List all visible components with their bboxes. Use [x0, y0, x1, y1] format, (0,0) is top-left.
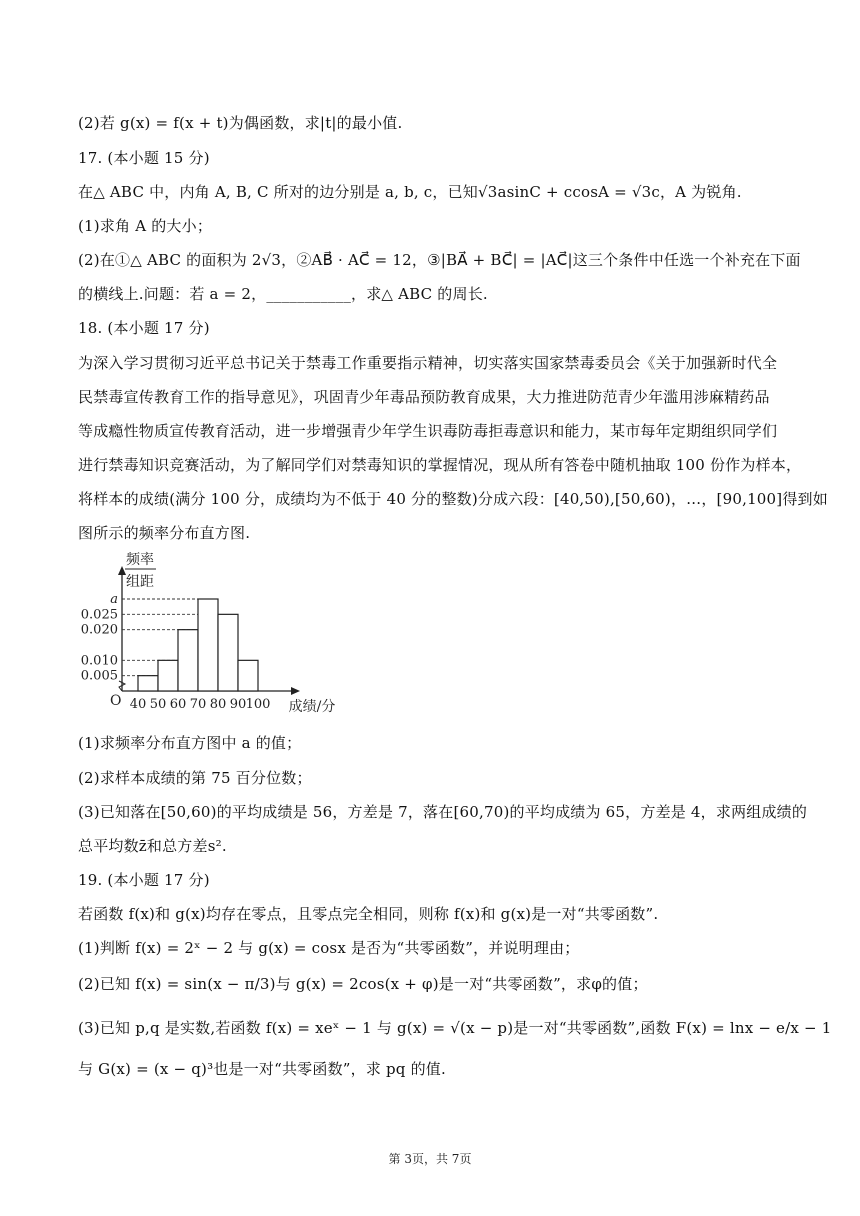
x-tick-label: 50 [149, 697, 167, 712]
q18-stem-line6: 图所示的频率分布直方图. [78, 524, 251, 542]
histogram-bar-5 [218, 614, 238, 691]
q19-part2: (2)已知 f(x) = sin(x − π/3)与 g(x) = 2cos(x + φ)是一对“共零函数”，求φ的值； [78, 975, 648, 993]
y-tick-label: 0.025 [80, 607, 118, 623]
q17-part2-line1: (2)在①△ ABC 的面积为 2√3，②AB⃗ · AC⃗ = 12，③|BA⃗ + BC⃗| = |AC⃗|这三个条件中任选一个补充在下面 [78, 251, 801, 269]
q18-part1: (1)求频率分布直方图中 a 的值； [78, 734, 302, 752]
q18-part3-line1: (3)已知落在[50,60)的平均成绩是 56，方差是 7，落在[60,70)的平均成绩为 65，方差是 4，求两组成绩的 [78, 803, 808, 821]
q18-stem-line4: 进行禁毒知识竞赛活动，为了解同学们对禁毒知识的掌握情况，现从所有答卷中随机抽取 100 份作为样本， [78, 456, 802, 474]
x-tick-label: 80 [209, 697, 227, 712]
histogram-bar-4 [198, 599, 218, 691]
q19-part3-line1: (3)已知 p,q 是实数,若函数 f(x) = xeˣ − 1 与 g(x) = √(x − p)是一对“共零函数”,函数 F(x) = lnx − e/x − 1 [78, 1019, 832, 1037]
y-tick-label: 0.020 [80, 622, 118, 638]
ylabel-top: 频率 [126, 552, 154, 568]
y-tick-label: 0.005 [80, 668, 118, 684]
x-tick-label: 100 [245, 697, 271, 712]
q18-part3-line2: 总平均数z̄和总方差s². [78, 837, 227, 855]
x-tick-label: 40 [129, 697, 147, 712]
x-axis-arrow [291, 687, 300, 695]
frequency-histogram [78, 548, 358, 723]
x-tick-label: 70 [189, 697, 207, 712]
q19-part3-line2: 与 G(x) = (x − q)³也是一对“共零函数”，求 pq 的值. [78, 1060, 446, 1078]
origin-label: O [110, 693, 122, 709]
histogram-bar-2 [158, 660, 178, 691]
x-tick-label: 60 [169, 697, 187, 712]
q18-heading: 18. (本小题 17 分) [78, 319, 210, 337]
q17-part2-line2: 的横线上.问题：若 a = 2，___________，求△ ABC 的周长. [78, 285, 488, 303]
q19-stem: 若函数 f(x)和 g(x)均存在零点，且零点完全相同，则称 f(x)和 g(x)是一对“共零函数”. [78, 905, 659, 923]
q17-heading: 17. (本小题 15 分) [78, 149, 210, 167]
page-footer: 第 3页，共 7页 [388, 1152, 472, 1166]
histogram-bar-3 [178, 630, 198, 691]
ylabel-bottom: 组距 [126, 574, 154, 590]
histogram-bar-1 [138, 676, 158, 691]
q16-part2: (2)若 g(x) = f(x + t)为偶函数，求|t|的最小值. [78, 114, 403, 132]
q18-stem-line3: 等成瘾性物质宣传教育活动，进一步增强青少年学生识毒防毒拒毒意识和能力，某市每年定期组织同学们 [78, 422, 778, 440]
y-tick-label: 0.010 [80, 653, 118, 669]
q18-stem-line5: 将样本的成绩(满分 100 分，成绩均为不低于 40 分的整数)分成六段：[40,50),[50,60)，…，[90,100]得到如 [78, 490, 828, 508]
q19-part1: (1)判断 f(x) = 2ˣ − 2 与 g(x) = cosx 是否为“共零函数”，并说明理由； [78, 939, 580, 957]
q18-stem-line1: 为深入学习贯彻习近平总书记关于禁毒工作重要指示精神，切实落实国家禁毒委员会《关于加强新时代全 [78, 354, 778, 372]
histogram-bar-6 [238, 660, 258, 691]
x-tick-label: 90 [229, 697, 247, 712]
q18-part2: (2)求样本成绩的第 75 百分位数； [78, 769, 312, 787]
q18-stem-line2: 民禁毒宣传教育工作的指导意见》，巩固青少年毒品预防教育成果，大力推进防范青少年滥用涉麻精药品 [78, 388, 770, 406]
x-axis-label: 成绩/分 [288, 699, 336, 715]
y-axis-arrow [118, 566, 126, 575]
q17-part1: (1)求角 A 的大小； [78, 217, 213, 235]
y-tick-label: a [110, 592, 118, 607]
q17-stem: 在△ ABC 中，内角 A, B, C 所对的边分别是 a, b, c，已知√3asinC + ccosA = √3c，A 为锐角. [78, 183, 742, 201]
q19-heading: 19. (本小题 17 分) [78, 871, 210, 889]
